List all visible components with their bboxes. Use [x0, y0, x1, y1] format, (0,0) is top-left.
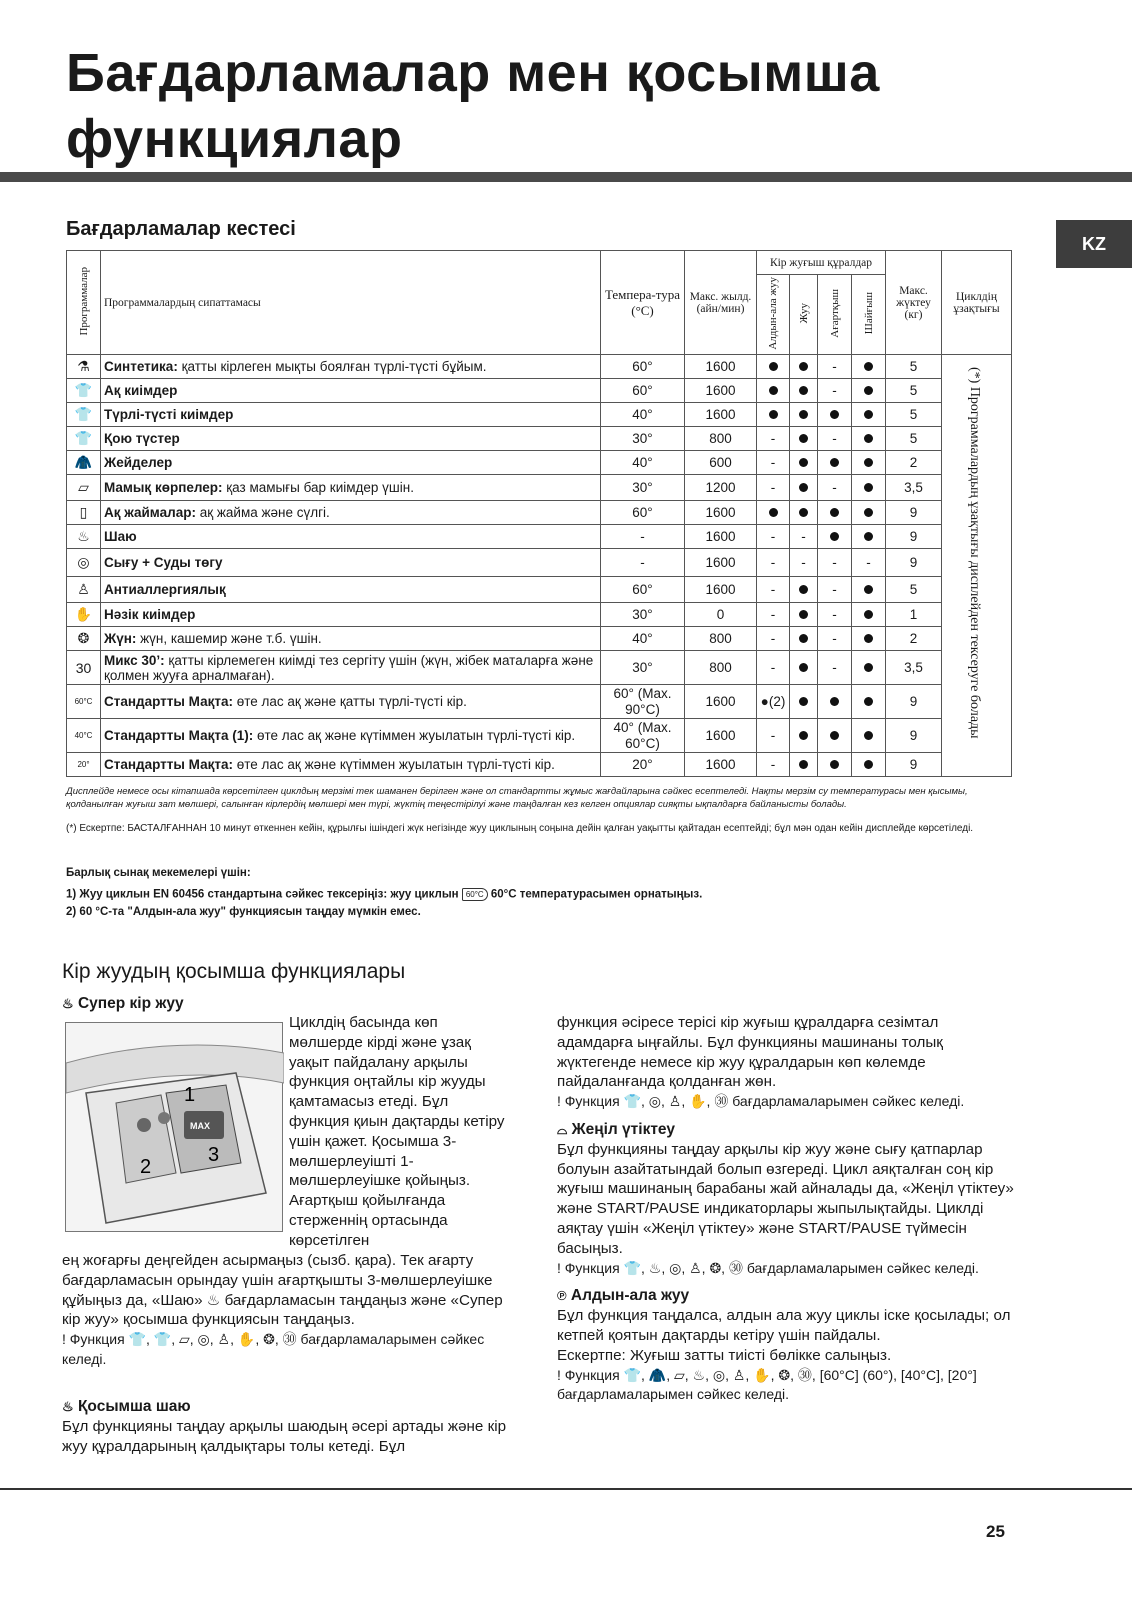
- dot-mark: [830, 760, 839, 769]
- prewash-warning: ! Функция 👕, 🧥, ▱, ♨, ◎, ♙, ✋, ❂, ㉚, [60°C] (60°), [40°C], [20°] бағдарламаларымен сәйкес келеді.: [557, 1366, 977, 1403]
- program-name: Микс 30’:: [104, 652, 165, 668]
- prewash-text: Бұл функция таңдалса, алдын ала жуу циклы іске қосылады; ол кетпей қоятын дақтарды кетіру үшін пайдалы.: [557, 1307, 1011, 1344]
- super-wash-warning: ! Функция 👕, 👕, ▱, ◎, ♙, ✋, ❂, ㉚ бағдарламаларымен сәйкес келеді.: [62, 1331, 485, 1367]
- wash-cell: [790, 603, 818, 627]
- temp-cell: -: [601, 549, 685, 577]
- wash-cell: [790, 427, 818, 451]
- super-wash-icon: ♨: [62, 996, 74, 1011]
- program-detail: жүн, кашемир және т.б. үшін.: [136, 631, 322, 646]
- duration-disclaimer: Дисплейде немесе осы кітапшада көрсетілген циклдың мерзімі тек шаманен берілген және ол стандартты жұмыс жағдайларына сәйкес есептеледі. Нақты мерзім су температурасы мен қысымы, қолданылған жуғыш зат мөлшері, салынған кірлердің мөлшері мен түрі, жүктің теңестірілуі және таңдалған кез келген опциялар сияқты ықпалдарға байланысты болады.: [66, 786, 968, 810]
- extra-rinse-warning: ! Функция 👕, ◎, ♙, ✋, ㉚ бағдарламаларымен сәйкес келеді.: [557, 1093, 965, 1110]
- softener-cell: [852, 403, 886, 427]
- header-prewash: Алдын-ала жуу: [757, 275, 790, 355]
- load-cell: 9: [886, 501, 942, 525]
- super-wash-text-cont: ең жоғарғы деңгейден асырмаңыз (сызб. қара). Тек ағарту бағдарламасын орындау үшін ағартқышты 3-мөлшерлеуішке құйыңыз да, «Шаю» ♨ бағдарламасын таңдаңыз және «Супер кір жуу» қосымша функциясын таңдаңыз. ! Функция 👕, 👕, ▱, ◎, ♙, ✋, ❂, ㉚ бағдарламаларымен сәйкес келеді.: [62, 1251, 518, 1370]
- table-row: [67, 685, 1012, 719]
- wash-cell: [790, 577, 818, 603]
- wash-cell: [790, 379, 818, 403]
- extra-rinse-text: Бұл функцияны таңдау арқылы шаюдың әсері артады және кір жуу құралдарының қалдықтары толы кетеді. Бұл: [62, 1418, 507, 1455]
- title-rule: [0, 172, 1132, 182]
- program-name: Стандартты Мақта (1):: [104, 728, 254, 743]
- temp-cell: 30°: [601, 603, 685, 627]
- bleach-cell: -: [818, 355, 852, 379]
- program-icon: ⚗: [67, 355, 101, 379]
- dot-mark: [769, 386, 778, 395]
- dot-mark: [769, 410, 778, 419]
- dot-mark: [864, 410, 873, 419]
- bleach-cell: [818, 403, 852, 427]
- table-row: [67, 403, 1012, 427]
- program-icon: ✋: [67, 603, 101, 627]
- speed-cell: 1600: [685, 379, 757, 403]
- softener-cell: [852, 603, 886, 627]
- softener-cell: [852, 451, 886, 475]
- wash-cell: [790, 355, 818, 379]
- title-line-2: функциялар: [66, 109, 403, 169]
- extra-rinse-cont: функция әсіресе терісі кір жуғыш құралдарға сезімтал адамдарға ыңғайлы. Бұл функцияны машинаны толық жүктегенде немесе кір жуу құралдарын көп көлемде пайдаланғанда қолданған жөн.: [557, 1014, 943, 1091]
- speed-cell: 600: [685, 451, 757, 475]
- dot-mark: [830, 458, 839, 467]
- load-cell: 2: [886, 627, 942, 651]
- program-name: Қою түстер: [104, 431, 180, 446]
- program-icon: ▱: [67, 475, 101, 501]
- program-detail: қатты кірлемеген киімді тез сергіту үшін (жүн, жібек маталарға және қолмен жууға арналмаған).: [104, 652, 594, 683]
- program-detail: өте лас ақ және күтіммен жуылатын түрлі-түсті кір.: [232, 757, 555, 772]
- dot-mark: [799, 410, 808, 419]
- callout-3: 3: [208, 1144, 220, 1166]
- super-wash-heading: ♨ Супер кір жуу: [62, 995, 184, 1012]
- load-cell: 5: [886, 379, 942, 403]
- prewash-cell: -: [757, 577, 790, 603]
- load-cell: 9: [886, 525, 942, 549]
- program-name: Түрлі-түсті киімдер: [104, 407, 234, 422]
- softener-cell: [852, 627, 886, 651]
- prewash-cell: -: [757, 753, 790, 777]
- header-programs: Программалар: [67, 251, 101, 355]
- program-description: [101, 603, 601, 627]
- dot-mark: [799, 483, 808, 492]
- speed-cell: 1600: [685, 753, 757, 777]
- program-name: Нәзік киімдер: [104, 607, 196, 622]
- features-title: Кір жуудың қосымша функциялары: [62, 960, 406, 983]
- dot-mark: [799, 697, 808, 706]
- dot-mark: [864, 731, 873, 740]
- bleach-cell: -: [818, 603, 852, 627]
- wash-cell: -: [790, 525, 818, 549]
- dot-mark: [769, 362, 778, 371]
- softener-cell: [852, 427, 886, 451]
- wash-cell: [790, 403, 818, 427]
- bleach-cell: [818, 753, 852, 777]
- callout-2: 2: [140, 1156, 152, 1178]
- load-cell: 5: [886, 427, 942, 451]
- bleach-cell: -: [818, 427, 852, 451]
- table-row: [67, 475, 1012, 501]
- program-description: [101, 651, 601, 685]
- program-icon: 👕: [67, 379, 101, 403]
- prewash-cell: -: [757, 549, 790, 577]
- program-name: Синтетика:: [104, 359, 178, 374]
- program-description: [101, 379, 601, 403]
- prewash-cell: -: [757, 427, 790, 451]
- dot-mark: [864, 610, 873, 619]
- load-cell: 9: [886, 685, 942, 719]
- speed-cell: 1600: [685, 577, 757, 603]
- dot-mark: [864, 386, 873, 395]
- program-description: [101, 451, 601, 475]
- header-softener: Шайғыш: [852, 275, 886, 355]
- program-detail: өте лас ақ және күтіммен жуылатын түрлі-түсті кір.: [253, 728, 576, 743]
- program-name: Ақ жаймалар:: [104, 505, 196, 520]
- softener-cell: [852, 719, 886, 753]
- bleach-cell: -: [818, 577, 852, 603]
- program-description: [101, 427, 601, 451]
- iron-icon: ⌓: [557, 1121, 568, 1137]
- dot-mark: [864, 532, 873, 541]
- prewash-cell: -: [757, 475, 790, 501]
- program-name: Ақ киімдер: [104, 383, 178, 398]
- load-cell: 1: [886, 603, 942, 627]
- easy-iron-warning: ! Функция 👕, ♨, ◎, ♙, ❂, ㉚ бағдарламаларымен сәйкес келеді.: [557, 1259, 979, 1276]
- dot-mark: [830, 508, 839, 517]
- wash-cell: -: [790, 549, 818, 577]
- speed-cell: 1600: [685, 719, 757, 753]
- lab-line-2: 2) 60 °C-та "Алдын-ала жуу" функциясын таңдау мүмкін емес.: [66, 906, 421, 918]
- dot-mark: [799, 585, 808, 594]
- load-cell: 3,5: [886, 651, 942, 685]
- program-name: Жүн:: [104, 631, 137, 646]
- program-name: Сығу + Суды төгу: [104, 555, 223, 570]
- temp-cell: 30°: [601, 651, 685, 685]
- speed-cell: 1600: [685, 501, 757, 525]
- header-detergents: Кір жуғыш құралдар: [757, 251, 886, 275]
- temp-cell: 60°: [601, 379, 685, 403]
- speed-cell: 1600: [685, 525, 757, 549]
- program-name: Стандартты Мақта:: [104, 694, 233, 709]
- wash-cell: [790, 627, 818, 651]
- program-icon: ♨: [67, 525, 101, 549]
- header-speed: Макс. жылд. (айн/мин): [685, 251, 757, 355]
- softener-cell: [852, 501, 886, 525]
- program-name: Стандартты Мақта:: [104, 757, 233, 772]
- temp-cell: -: [601, 525, 685, 549]
- program-icon: 30: [67, 651, 101, 685]
- dot-mark: [864, 760, 873, 769]
- table-row: [67, 379, 1012, 403]
- temp-cell: 60°: [601, 355, 685, 379]
- dot-mark: [830, 532, 839, 541]
- page-title: [66, 40, 880, 172]
- star-note: (*) Ескертпе: БАСТАЛҒАННАН 10 минут өткеннен кейін, құрылғы ішіндегі жүк негізінде жуу циклының соңына дейін қалған уақытты қайтадан есептейді; бұл мән одан кейін дисплейде көрсетіледі.: [66, 823, 974, 834]
- extra-rinse-heading: ♨ Қосымша шаю: [62, 1398, 191, 1415]
- program-name: Антиаллергиялық: [104, 582, 226, 597]
- prewash-cell: -: [757, 451, 790, 475]
- title-line-1: Бағдарламалар мен қосымша: [66, 43, 880, 103]
- dot-mark: [864, 585, 873, 594]
- table-row: [67, 525, 1012, 549]
- language-badge: KZ: [1056, 220, 1132, 268]
- header-duration: Циклдің ұзақтығы: [942, 251, 1012, 355]
- bleach-cell: -: [818, 627, 852, 651]
- callout-1: 1: [184, 1084, 196, 1106]
- load-cell: 5: [886, 577, 942, 603]
- dot-mark: [864, 697, 873, 706]
- temp-cell: 60°: [601, 577, 685, 603]
- duration-note: (*) Программалардың ұзақтығы дисплейден тексеруге болады: [967, 367, 982, 739]
- prewash-heading: ℗ Алдын-ала жуу: [557, 1287, 690, 1305]
- dot-mark: [799, 434, 808, 443]
- header-description: Программалардың сипаттамасы: [101, 251, 601, 355]
- load-cell: 9: [886, 719, 942, 753]
- table-row: [67, 753, 1012, 777]
- table-row: [67, 355, 1012, 379]
- dot-mark: [799, 508, 808, 517]
- temp-cell: 40°: [601, 451, 685, 475]
- speed-cell: 800: [685, 427, 757, 451]
- dot-mark: [864, 362, 873, 371]
- program-description: [101, 577, 601, 603]
- speed-cell: 1200: [685, 475, 757, 501]
- temp-cell: 60° (Max. 90°C): [601, 685, 685, 719]
- lab-title: Барлық сынақ мекемелері үшін:: [66, 867, 251, 879]
- cotton-60-icon: 60°C: [462, 888, 488, 901]
- program-name: Мамық көрпелер:: [104, 480, 223, 495]
- bleach-cell: -: [818, 549, 852, 577]
- program-icon: 👕: [67, 403, 101, 427]
- dot-mark: [799, 458, 808, 467]
- page-number: 25: [986, 1522, 1005, 1541]
- load-cell: 5: [886, 403, 942, 427]
- prewash-cell: -: [757, 603, 790, 627]
- wash-cell: [790, 501, 818, 525]
- dot-mark: [864, 483, 873, 492]
- softener-cell: -: [852, 549, 886, 577]
- dot-mark: [799, 663, 808, 672]
- table-row: [67, 651, 1012, 685]
- wash-cell: [790, 753, 818, 777]
- program-icon: 20°: [67, 753, 101, 777]
- program-description: [101, 475, 601, 501]
- load-cell: 9: [886, 753, 942, 777]
- load-cell: 3,5: [886, 475, 942, 501]
- bleach-cell: [818, 501, 852, 525]
- program-detail: ақ жайма және сүлгі.: [195, 505, 330, 520]
- header-temp: Темпера-тура (°C): [601, 251, 685, 355]
- programs-table: [66, 250, 1012, 777]
- bleach-cell: [818, 525, 852, 549]
- temp-cell: 30°: [601, 475, 685, 501]
- dot-mark: [864, 663, 873, 672]
- wash-cell: [790, 475, 818, 501]
- load-cell: 5: [886, 355, 942, 379]
- program-detail: өте лас ақ және қатты түрлі-түсті кір.: [232, 694, 467, 709]
- program-description: [101, 501, 601, 525]
- program-description: [101, 719, 601, 753]
- load-cell: 2: [886, 451, 942, 475]
- bleach-cell: [818, 685, 852, 719]
- duration-cell: [942, 355, 1012, 777]
- dot-mark: [864, 434, 873, 443]
- speed-cell: 800: [685, 627, 757, 651]
- prewash-note: Ескертпе: Жуғыш затты тиісті бөлікке салыңыз.: [557, 1346, 892, 1364]
- program-detail: қаз мамығы бар киімдер үшін.: [222, 480, 414, 495]
- table-row: [67, 719, 1012, 753]
- table-row: [67, 451, 1012, 475]
- program-icon: 60°C: [67, 685, 101, 719]
- super-wash-text: Циклдің басында көп мөлшерде кірді және ұзақ уақыт пайдалану арқылы функция оңтайлы кір жууды қамтамасыз етеді. Бұл функция қиын дақтарды кетіру үшін қажет. Қосымша 3-мөлшерлеуішті 1-мөлшерлеуішке қойыңыз. Ағартқыш қойылғанда стерженнің ортасында көрсетілген: [289, 1014, 505, 1249]
- prewash-cell: -: [757, 627, 790, 651]
- dot-mark: [799, 610, 808, 619]
- program-detail: қатты кірлеген мықты боялған түрлі-түсті бұйым.: [177, 359, 487, 374]
- max-label: MAX: [190, 1121, 210, 1131]
- temp-cell: 20°: [601, 753, 685, 777]
- rinse-icon: ♨: [62, 1399, 74, 1414]
- dot-mark: [864, 458, 873, 467]
- temp-cell: 40°: [601, 627, 685, 651]
- program-description: [101, 549, 601, 577]
- footer-rule: [0, 1488, 1132, 1490]
- right-column: [557, 1013, 1017, 1405]
- bleach-cell: -: [818, 651, 852, 685]
- header-load: Макс. жүктеу (кг): [886, 251, 942, 355]
- program-icon: ◎: [67, 549, 101, 577]
- dot-mark: [799, 634, 808, 643]
- dot-mark: [799, 731, 808, 740]
- bleach-cell: [818, 451, 852, 475]
- table-row: [67, 427, 1012, 451]
- program-description: [101, 403, 601, 427]
- easy-iron-heading: ⌓ Жеңіл үтіктеу: [557, 1120, 675, 1138]
- table-row: [67, 627, 1012, 651]
- prewash-cell: [757, 403, 790, 427]
- detergent-drawer-illustration: [65, 1022, 283, 1232]
- softener-cell: [852, 379, 886, 403]
- prewash-icon: ℗: [557, 1288, 567, 1304]
- dot-mark: [830, 731, 839, 740]
- program-icon: 40°C: [67, 719, 101, 753]
- program-name: Жейделер: [104, 455, 173, 470]
- table-row: [67, 549, 1012, 577]
- table-row: [67, 577, 1012, 603]
- table-section-title: Бағдарламалар кестесі: [66, 218, 296, 240]
- softener-cell: [852, 525, 886, 549]
- dot-mark: [830, 697, 839, 706]
- program-description: [101, 355, 601, 379]
- temp-cell: 30°: [601, 427, 685, 451]
- table-row: [67, 603, 1012, 627]
- lab-line-1: 1) Жуу циклын EN 60456 стандартына сәйкес тексеріңіз: жуу циклын 60°C 60°C температурасымен орнатыңыз.: [66, 888, 703, 901]
- wash-cell: [790, 451, 818, 475]
- softener-cell: [852, 475, 886, 501]
- program-icon: 🧥: [67, 451, 101, 475]
- program-icon: ❂: [67, 627, 101, 651]
- softener-cell: [852, 577, 886, 603]
- softener-cell: [852, 753, 886, 777]
- speed-cell: 1600: [685, 403, 757, 427]
- prewash-cell: -: [757, 525, 790, 549]
- dot-mark: [864, 634, 873, 643]
- header-bleach: Ағартқыш: [818, 275, 852, 355]
- speed-cell: 800: [685, 651, 757, 685]
- speed-cell: 1600: [685, 355, 757, 379]
- dot-mark: [799, 760, 808, 769]
- wash-cell: [790, 651, 818, 685]
- program-name: Шаю: [104, 529, 137, 544]
- dot-mark: [769, 508, 778, 517]
- table-row: [67, 501, 1012, 525]
- bleach-cell: [818, 719, 852, 753]
- prewash-cell: -: [757, 719, 790, 753]
- prewash-cell: -: [757, 651, 790, 685]
- easy-iron-text: Бұл функцияны таңдау арқылы кір жуу және сығу қатпарлар болуын азайтатындай болып өзгереді. Цикл аяқталған соң кір жуғыш машинаның барабаны жай айналады да, «Жеңіл үтіктеу» және START/PAUSE индикаторлары жыпылықтайды. Циклді аяқтау үшін «Жеңіл үтіктеу» және START/PAUSE түймесін басыңыз.: [557, 1140, 1014, 1257]
- dot-mark: [864, 508, 873, 517]
- dot-mark: [799, 386, 808, 395]
- program-description: [101, 685, 601, 719]
- program-description: [101, 525, 601, 549]
- speed-cell: 1600: [685, 685, 757, 719]
- load-cell: 9: [886, 549, 942, 577]
- program-icon: ♙: [67, 577, 101, 603]
- wash-cell: [790, 719, 818, 753]
- program-icon: ▯: [67, 501, 101, 525]
- prewash-cell: [757, 501, 790, 525]
- bleach-cell: -: [818, 475, 852, 501]
- dot-mark: [830, 410, 839, 419]
- temp-cell: 60°: [601, 501, 685, 525]
- speed-cell: 1600: [685, 549, 757, 577]
- temp-cell: 40°: [601, 403, 685, 427]
- prewash-cell: [757, 355, 790, 379]
- program-description: [101, 627, 601, 651]
- wash-cell: [790, 685, 818, 719]
- softener-cell: [852, 685, 886, 719]
- header-wash: Жуу: [790, 275, 818, 355]
- program-description: [101, 753, 601, 777]
- temp-cell: 40° (Max. 60°C): [601, 719, 685, 753]
- dot-mark: [799, 362, 808, 371]
- program-icon: 👕: [67, 427, 101, 451]
- prewash-cell: ●(2): [757, 685, 790, 719]
- speed-cell: 0: [685, 603, 757, 627]
- bleach-cell: -: [818, 379, 852, 403]
- softener-cell: [852, 355, 886, 379]
- prewash-cell: [757, 379, 790, 403]
- softener-cell: [852, 651, 886, 685]
